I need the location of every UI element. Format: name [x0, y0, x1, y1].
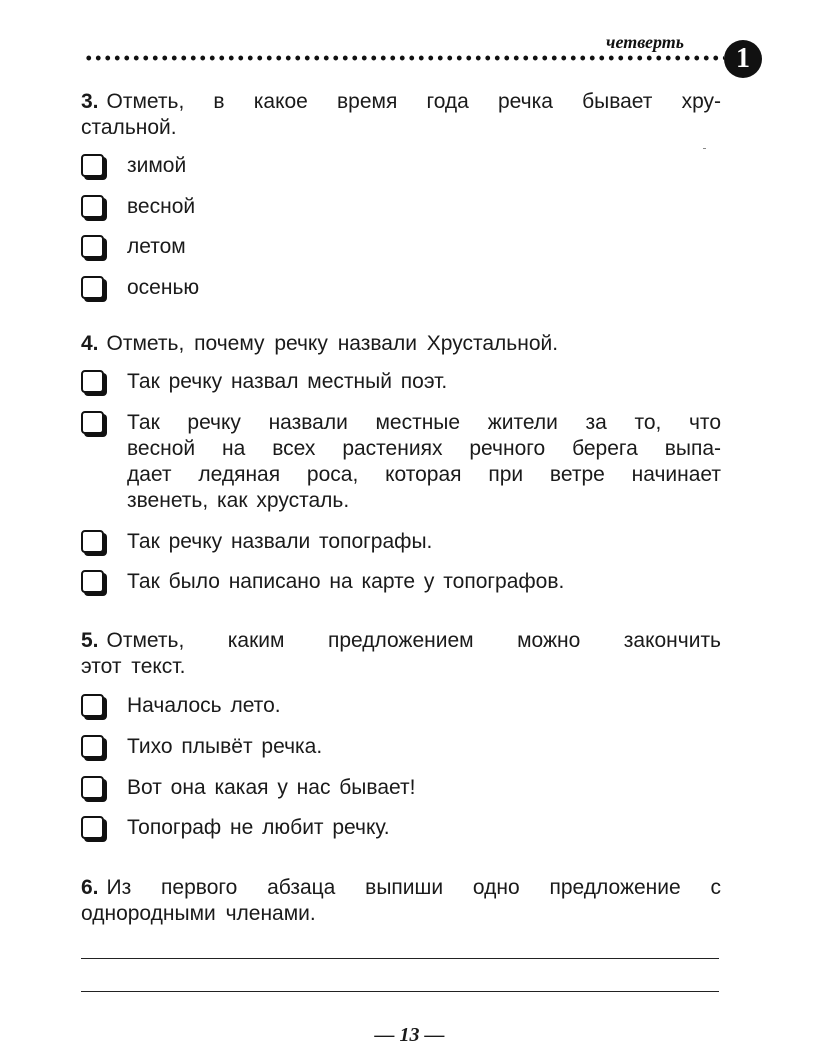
task-number: 4. — [81, 332, 99, 355]
question-line: 5. Отметь, каким предложением можно закончить — [81, 629, 721, 652]
option-label — [127, 410, 721, 514]
option-label: Началось лето. — [127, 694, 281, 717]
task-number: 6. — [81, 876, 99, 899]
question-line: стальной. — [81, 116, 177, 139]
dotted-divider — [84, 54, 724, 62]
checkbox[interactable] — [81, 776, 104, 799]
answer-line[interactable] — [81, 991, 719, 992]
quarter-number-badge: 1 — [724, 40, 762, 78]
checkbox[interactable] — [81, 154, 104, 177]
task-3-question — [81, 89, 721, 115]
option-label: осенью — [127, 276, 200, 299]
task-3-question-cont — [81, 115, 721, 141]
question-line: этот текст. — [81, 655, 186, 678]
option-label: Так было написано на карте у топографов. — [127, 570, 565, 593]
question-line: 3. Отметь, в какое время года речка бывает хру- — [81, 90, 721, 113]
task-6-question — [81, 875, 721, 901]
scan-speck — [703, 148, 706, 149]
answer-line[interactable] — [81, 958, 719, 959]
checkbox[interactable] — [81, 735, 104, 758]
checkbox[interactable] — [81, 530, 104, 553]
question-line: 6. Из первого абзаца выпиши одно предложение с — [81, 876, 721, 899]
option-label: Так речку назвал местный поэт. — [127, 370, 448, 393]
option-label: зимой — [127, 154, 187, 177]
task-6-question-cont — [81, 901, 721, 927]
question-line: 4. Отметь, почему речку назвали Хрустальной. — [81, 332, 559, 355]
option-line: дает ледяная роса, которая при ветре начинает — [127, 463, 721, 486]
checkbox[interactable] — [81, 195, 104, 218]
quarter-label: четверть — [606, 32, 685, 52]
option-label: весной — [127, 195, 196, 218]
option-label: Так речку назвали топографы. — [127, 530, 433, 553]
checkbox[interactable] — [81, 235, 104, 258]
checkbox[interactable] — [81, 570, 104, 593]
option-label: Вот она какая у нас бывает! — [127, 776, 416, 799]
option-line: звенеть, как хрусталь. — [127, 489, 350, 512]
checkbox[interactable] — [81, 411, 104, 434]
option-label: Тихо плывёт речка. — [127, 735, 323, 758]
question-line: однородными членами. — [81, 902, 316, 925]
option-label: Топограф не любит речку. — [127, 816, 390, 839]
page-number: — 13 — — [374, 1024, 445, 1046]
checkbox[interactable] — [81, 370, 104, 393]
checkbox[interactable] — [81, 694, 104, 717]
option-line: Так речку назвали местные жители за то, что — [127, 411, 721, 434]
task-4-question — [81, 331, 721, 357]
checkbox[interactable] — [81, 816, 104, 839]
task-number: 3. — [81, 90, 99, 113]
option-line: весной на всех растениях речного берега выпа- — [127, 437, 721, 460]
task-5-question — [81, 628, 721, 654]
task-5-question-cont — [81, 654, 721, 680]
option-label: летом — [127, 235, 186, 258]
task-number: 5. — [81, 629, 99, 652]
checkbox[interactable] — [81, 276, 104, 299]
